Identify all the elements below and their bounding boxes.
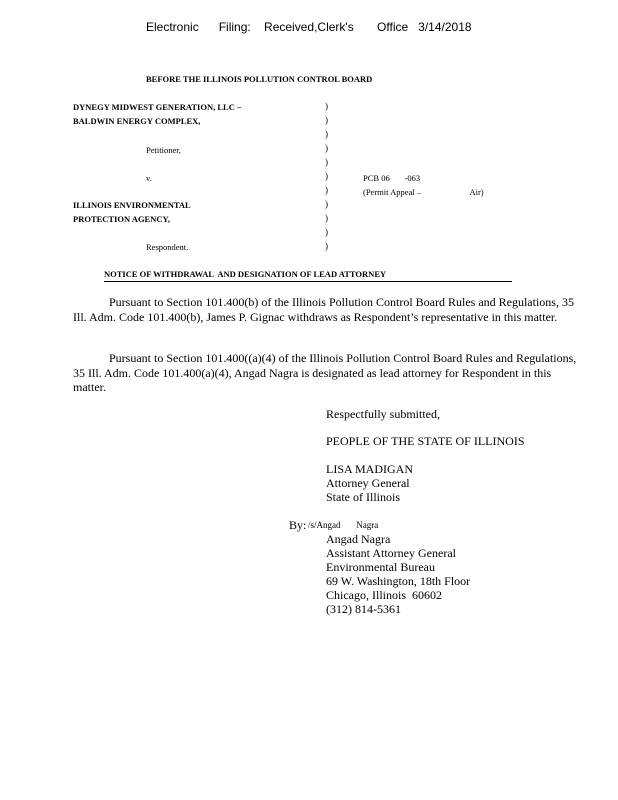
caption-paren: ) [325, 199, 328, 209]
caption-paren: ) [325, 227, 328, 237]
caption-paren: ) [325, 185, 328, 195]
petitioner-label: Petitioner, [146, 145, 181, 155]
party-name: PEOPLE OF THE STATE OF ILLINOIS [326, 434, 525, 448]
caption-paren: ) [325, 101, 328, 111]
paragraph-withdrawal: Pursuant to Section 101.400(b) of the Illinois Pollution Control Board Rules and Regulations, 35 Ill. Adm. Code 101.400(b), James P. Gignac withdraws as Respondent’s representative in this matter. [73, 295, 574, 324]
petitioner-name-line1: DYNEGY MIDWEST GENERATION, LLC – [73, 102, 242, 112]
paragraph-designation: Pursuant to Section 101.400((a)(4) of the Illinois Pollution Control Board Rules and Regulations, 35 Ill. Adm. Code 101.400(a)(4), Angad Nagra is designated as lead attorney for Respondent in this matter. [73, 351, 577, 394]
attorney-name: Angad Nagra [326, 532, 391, 546]
by-label: By: [289, 518, 307, 532]
attorney-general-title: Attorney General [326, 476, 410, 490]
caption-paren: ) [325, 115, 328, 125]
case-number: PCB 06 -063 [363, 173, 421, 183]
phone-number: (312) 814-5361 [326, 602, 401, 616]
electronic-filing-banner: Electronic Filing: Received,Clerk's Office 3/14/2018 [146, 20, 472, 34]
versus-label: v. [146, 173, 152, 183]
caption-paren: ) [325, 129, 328, 139]
caption-paren: ) [325, 171, 328, 181]
address-line1: 69 W. Washington, 18th Floor [326, 574, 471, 588]
case-type: (Permit Appeal – Air) [363, 187, 484, 197]
attorney-general-state: State of Illinois [326, 490, 400, 504]
notice-title: NOTICE OF WITHDRAWAL AND DESIGNATION OF LEAD ATTORNEY [104, 269, 387, 279]
respondent-name-line2: PROTECTION AGENCY, [73, 214, 170, 224]
caption-paren: ) [325, 241, 328, 251]
respondent-label: Respondent. [146, 242, 189, 252]
respondent-name-line1: ILLINOIS ENVIRONMENTAL [73, 200, 191, 210]
notice-title-underline [104, 281, 512, 282]
attorney-title: Assistant Attorney General [326, 546, 456, 560]
caption-paren: ) [325, 213, 328, 223]
electronic-signature: /s/Angad Nagra [308, 520, 379, 530]
board-heading: BEFORE THE ILLINOIS POLLUTION CONTROL BOARD [146, 74, 373, 84]
petitioner-name-line2: BALDWIN ENERGY COMPLEX, [73, 116, 201, 126]
bureau-name: Environmental Bureau [326, 560, 435, 574]
closing: Respectfully submitted, [326, 407, 440, 421]
address-line2: Chicago, Illinois 60602 [326, 588, 442, 602]
caption-paren: ) [325, 143, 328, 153]
caption-paren: ) [325, 157, 328, 167]
attorney-general-name: LISA MADIGAN [326, 462, 413, 476]
